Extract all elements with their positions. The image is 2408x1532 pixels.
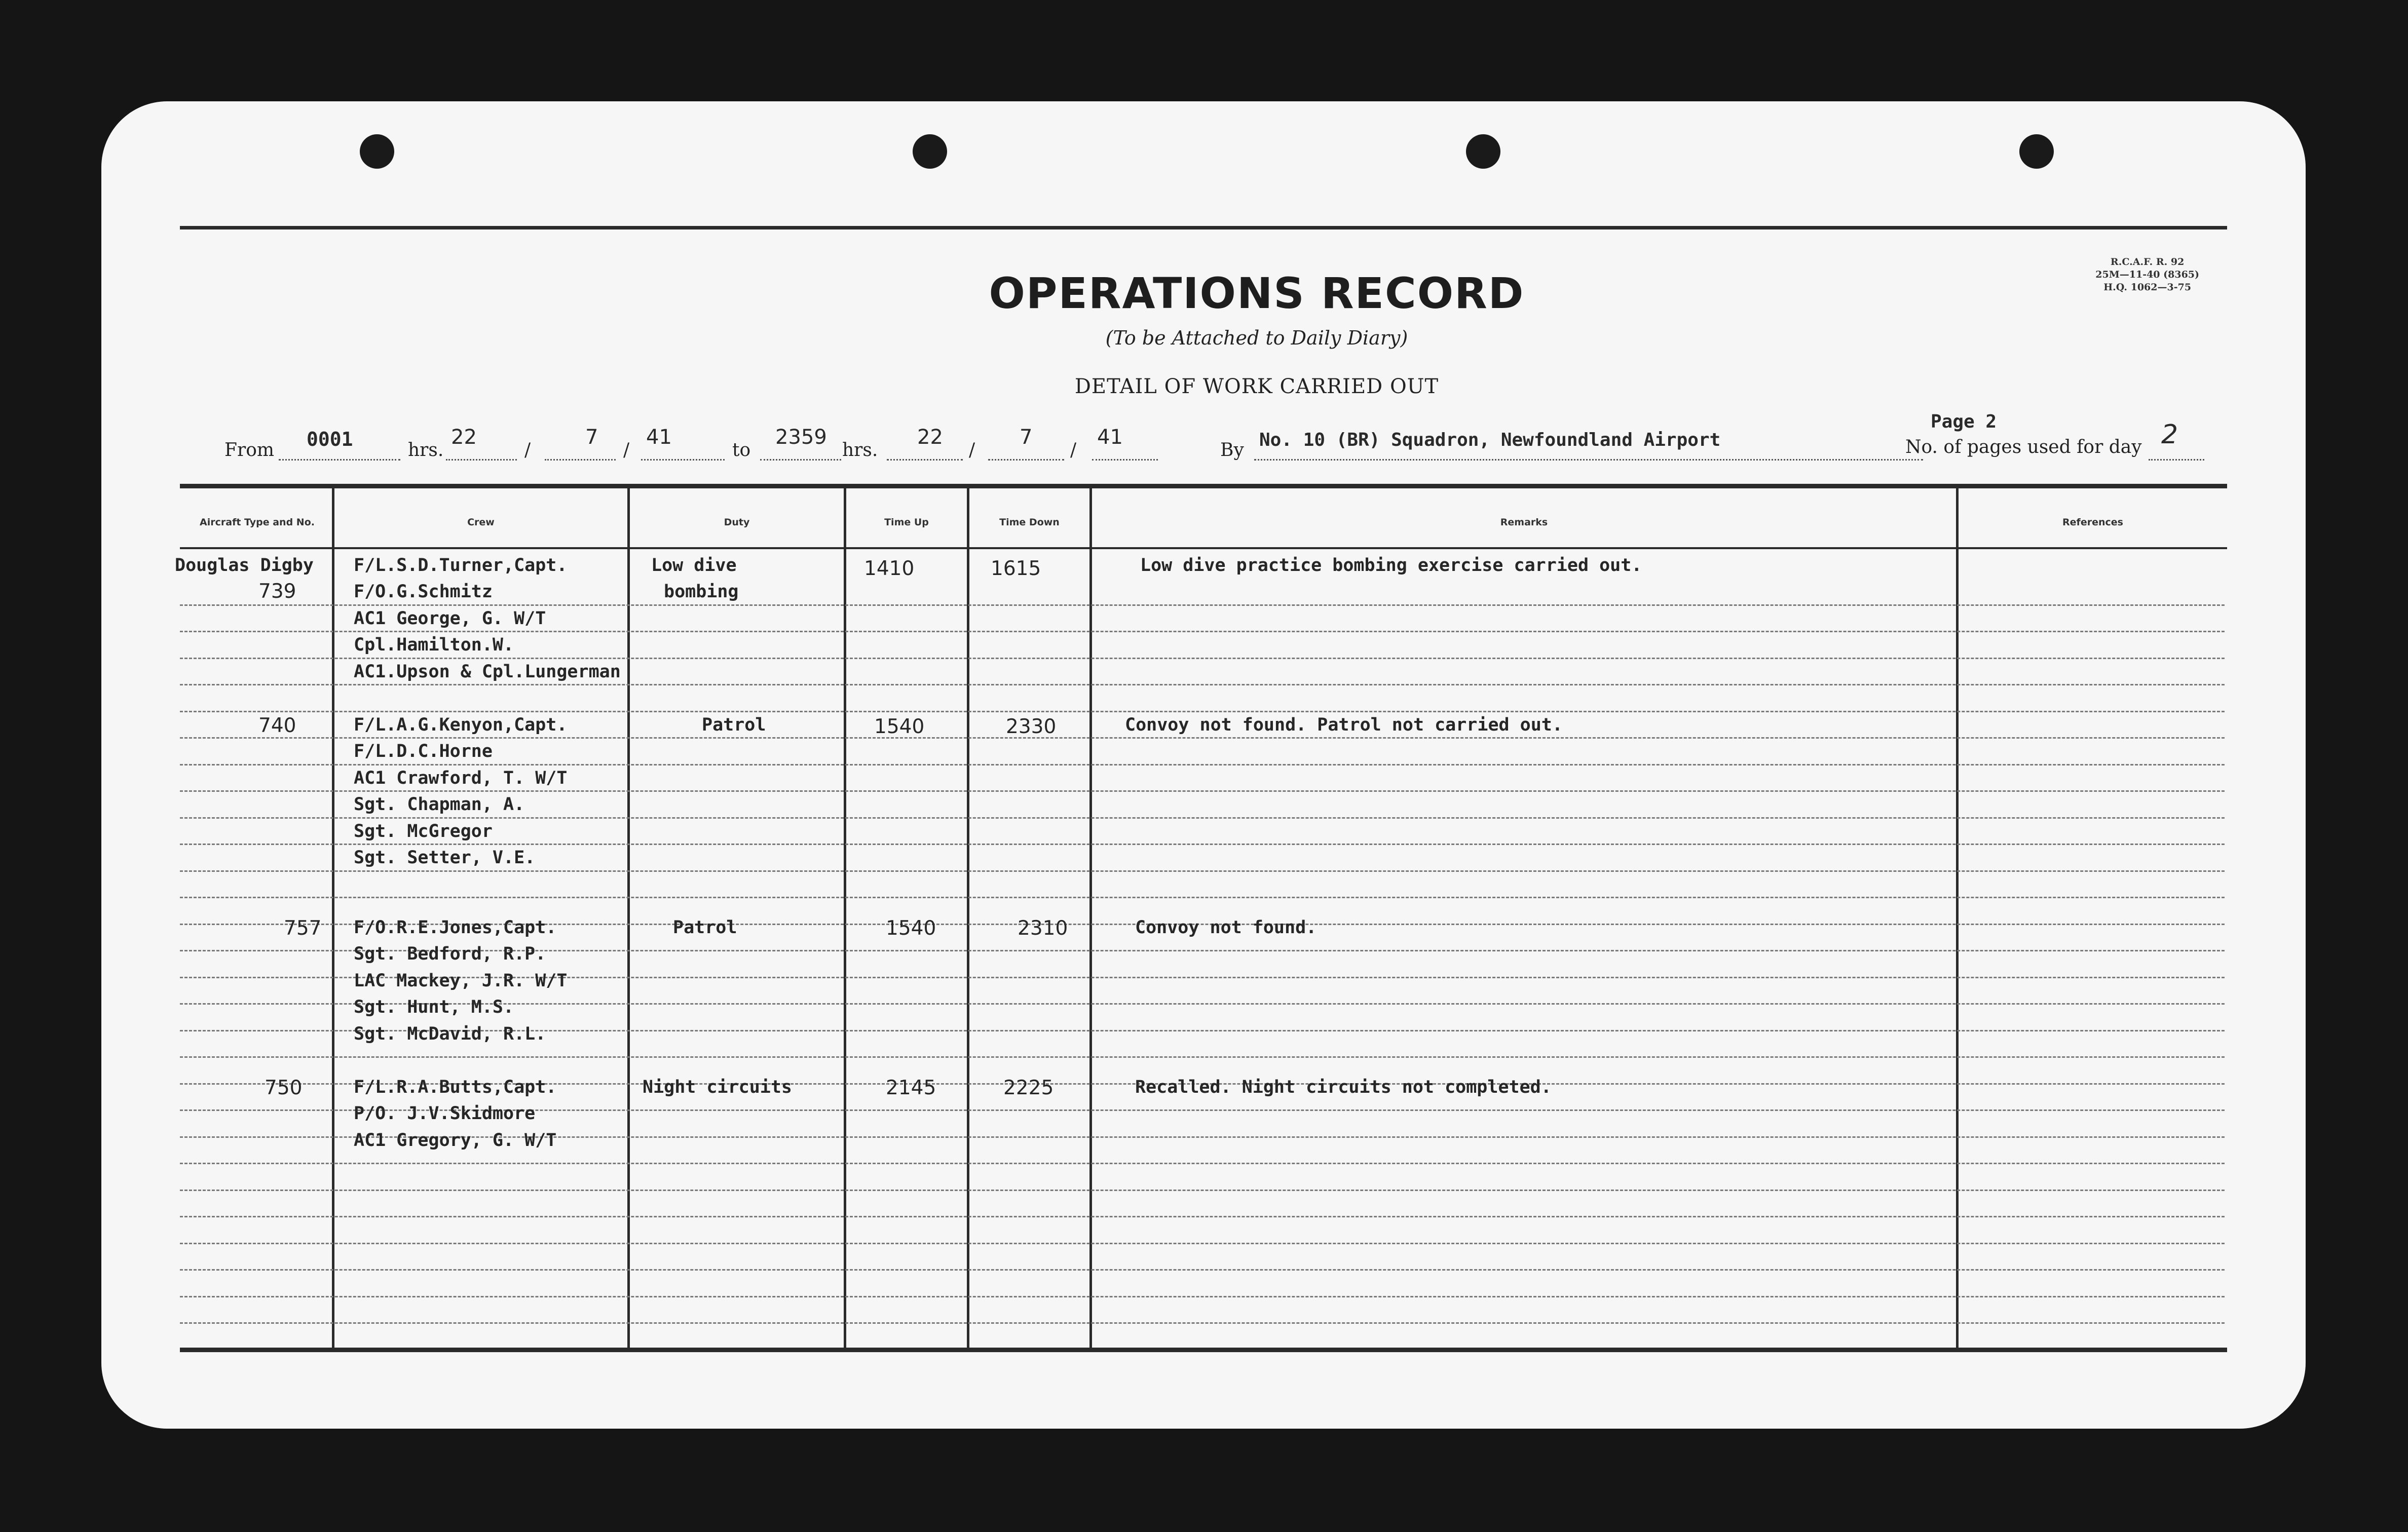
remarks: Convoy not found. [1135, 917, 1317, 938]
aircraft-type: Douglas Digby [175, 555, 314, 576]
column-header-rule [180, 547, 2227, 549]
time-up: 1410 [864, 557, 915, 580]
column-header-duty: Duty [724, 517, 750, 528]
crew-member: Sgt. Chapman, A. [354, 794, 525, 815]
crew-member: AC1 George, G. W/T [354, 608, 546, 629]
punch-hole [913, 134, 947, 169]
ruled-line [180, 1269, 2225, 1271]
punch-hole [1466, 134, 1500, 169]
squadron-unit: No. 10 (BR) Squadron, Newfoundland Airport [1259, 430, 1721, 450]
column-header-remarks: Remarks [1500, 517, 1548, 528]
column-header-crew: Crew [467, 517, 495, 528]
crew-member: Sgt. Setter, V.E. [354, 848, 536, 868]
column-header-aircraft: Aircraft Type and No. [200, 517, 315, 528]
time-up: 1540 [886, 917, 936, 940]
date-separator: / [1070, 440, 1077, 461]
crew-member: Sgt. Bedford, R.P. [354, 944, 546, 964]
table-bottom-rule [180, 1348, 2227, 1352]
date-separator: / [623, 440, 630, 461]
fill-line [988, 459, 1064, 461]
crew-member: F/L.S.D.Turner,Capt. [354, 555, 568, 576]
page-number: Page 2 [1931, 411, 1997, 432]
ruled-line [180, 897, 2225, 898]
from-day: 22 [451, 426, 477, 449]
punch-hole [2019, 134, 2054, 169]
duty: bombing [664, 582, 739, 602]
column-divider [627, 488, 630, 1348]
duty: Patrol [702, 715, 766, 735]
crew-member: Sgt. McGregor [354, 821, 493, 841]
crew-member: AC1.Upson & Cpl.Lungerman [354, 662, 621, 682]
time-down: 2330 [1006, 715, 1057, 738]
column-header-time-up: Time Up [884, 517, 929, 528]
column-divider [1956, 488, 1959, 1348]
from-time: 0001 [307, 428, 353, 450]
hrs-label: hrs. [408, 440, 444, 461]
by-label: By [1220, 440, 1244, 461]
duty: Patrol [673, 917, 737, 938]
column-header-references: References [2062, 517, 2123, 528]
top-rule [180, 226, 2227, 229]
column-divider [844, 488, 846, 1348]
crew-member: F/O.R.E.Jones,Capt. [354, 917, 557, 938]
remarks: Low dive practice bombing exercise carried out. [1140, 555, 1642, 576]
ruled-line [180, 1243, 2225, 1244]
table-top-rule [180, 484, 2227, 488]
crew-member: AC1 Gregory, G. W/T [354, 1130, 557, 1151]
crew-member: F/L.A.G.Kenyon,Capt. [354, 715, 568, 735]
pages-used-value: 2 [2161, 419, 2178, 450]
page-subtitle: (To be Attached to Daily Diary) [1105, 327, 1408, 349]
column-header-time-down: Time Down [999, 517, 1060, 528]
aircraft-number: 757 [284, 917, 322, 940]
crew-member: Sgt. Hunt, M.S. [354, 997, 514, 1017]
to-year: 41 [1097, 426, 1123, 449]
to-time: 2359 [775, 426, 827, 449]
page-title: OPERATIONS RECORD [989, 269, 1525, 318]
fill-line [760, 459, 841, 461]
ruled-line [180, 1216, 2225, 1217]
crew-member: F/L.D.C.Horne [354, 741, 493, 761]
record-card [101, 101, 2306, 1429]
crew-member: P/O. J.V.Skidmore [354, 1103, 536, 1124]
ruled-line [180, 1163, 2225, 1164]
from-label: From [224, 440, 274, 461]
aircraft-number: 739 [258, 580, 296, 603]
crew-member: AC1 Crawford, T. W/T [354, 768, 568, 788]
crew-member: LAC Mackey, J.R. W/T [354, 971, 568, 991]
fill-line [545, 459, 616, 461]
fill-line [887, 459, 963, 461]
duty: Low dive [651, 555, 737, 576]
fill-line [446, 459, 517, 461]
form-code-line: H.Q. 1062—3-75 [2103, 282, 2192, 293]
ruled-line [180, 1322, 2225, 1324]
to-hrs-label: hrs. [842, 440, 878, 461]
remarks: Convoy not found. Patrol not carried out. [1125, 715, 1563, 735]
aircraft-number: 750 [265, 1077, 303, 1099]
fill-line [2149, 459, 2204, 461]
column-divider [967, 488, 969, 1348]
crew-member: F/O.G.Schmitz [354, 582, 493, 602]
form-code-line: R.C.A.F. R. 92 [2110, 256, 2185, 267]
date-separator: / [524, 440, 531, 461]
date-separator: / [969, 440, 975, 461]
column-divider [1089, 488, 1092, 1348]
fill-line [279, 459, 400, 461]
aircraft-number: 740 [258, 714, 296, 737]
column-divider [332, 488, 334, 1348]
pages-used-label: No. of pages used for day [1905, 437, 2142, 457]
crew-member: Cpl.Hamilton.W. [354, 635, 514, 655]
from-month: 7 [585, 426, 598, 449]
crew-member: F/L.R.A.Butts,Capt. [354, 1077, 557, 1097]
to-label: to [732, 440, 751, 461]
time-down: 2310 [1018, 917, 1068, 940]
fill-line [1254, 459, 1923, 461]
form-code [2095, 256, 2199, 294]
ruled-line [180, 1190, 2225, 1191]
ruled-line [180, 1296, 2225, 1297]
remarks: Recalled. Night circuits not completed. [1135, 1077, 1552, 1097]
fill-line [1092, 459, 1158, 461]
time-up: 2145 [886, 1077, 936, 1099]
fill-line [641, 459, 725, 461]
form-code-line: 25M—11-40 (8365) [2095, 269, 2199, 280]
punch-hole [360, 134, 394, 169]
ruled-line [180, 1056, 2225, 1058]
duty: Night circuits [643, 1077, 793, 1097]
time-down: 2225 [1003, 1077, 1054, 1099]
time-up: 1540 [874, 715, 925, 738]
section-heading: DETAIL OF WORK CARRIED OUT [1074, 375, 1439, 398]
to-month: 7 [1020, 426, 1033, 449]
crew-member: Sgt. McDavid, R.L. [354, 1024, 546, 1044]
time-down: 1615 [991, 557, 1041, 580]
to-day: 22 [917, 426, 943, 449]
from-year: 41 [646, 426, 672, 449]
